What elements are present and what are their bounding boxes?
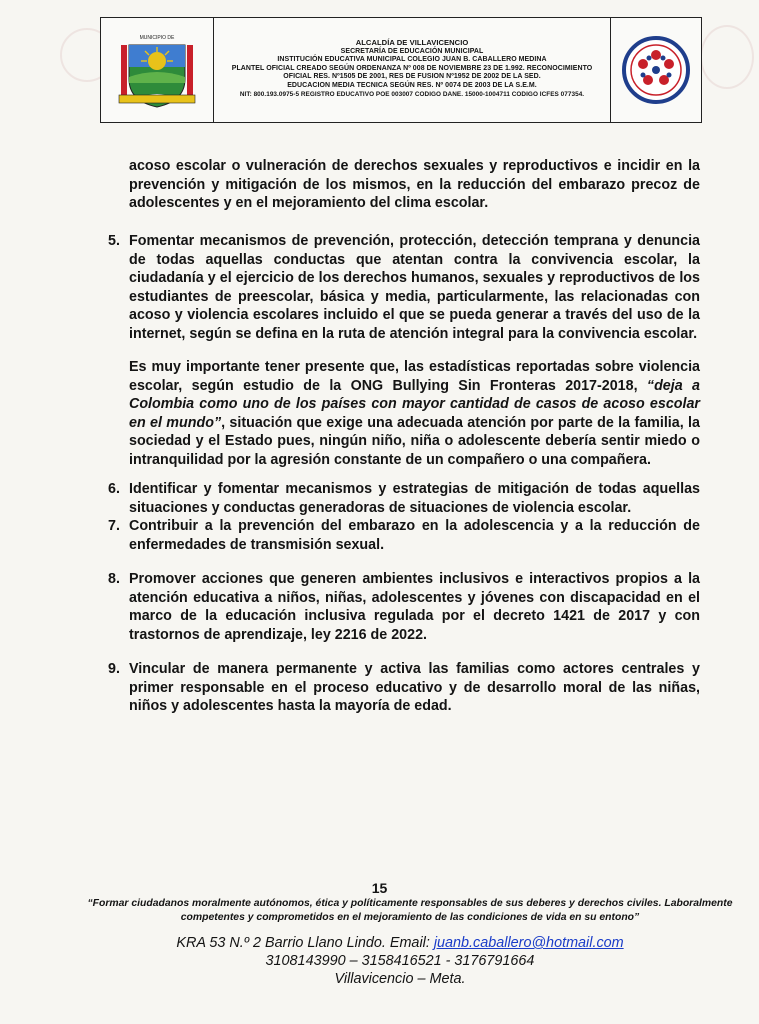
note-quote: “deja a Colombia como uno de los países con mayor cantidad de casos de acoso escolar en el mundo” (129, 377, 700, 431)
school-seal-logo (610, 18, 701, 122)
shield-label: MUNICIPIO DE (139, 35, 175, 41)
continued-paragraph: acoso escolar o vulneración de derechos sexuales y reproductivos e incidir en la prevención y mitigación de los mismos, en la reducción del embarazo precoz de adolescentes y en el mejoramiento del clima escolar. (129, 158, 700, 212)
note-text-start: Es muy importante tener presente que, las estadísticas reportadas sobre violencia escolar, según estudio de la ONG Bullying Sin Fronteras 2017-2018, (129, 359, 700, 394)
list-item-number: 7. (108, 518, 120, 534)
list-item-number: 6. (108, 481, 120, 497)
address-text: KRA 53 N.º 2 Barrio Llano Lindo. Email: (176, 935, 434, 951)
list-item-number: 9. (108, 661, 120, 677)
header-line-2: SECRETARÍA DE EDUCACIÓN MUNICIPAL (340, 47, 484, 55)
list-item-text: Promover acciones que generen ambientes inclusivos e interactivos propios a la atención educativa a niños, niñas, adolescentes y jóvenes con discapacidad en el marco de la educación inclusiva regulada por el decreto 1421 de 2017 y con trastornos de aprendizaje, ley 2216 de 2022. (129, 571, 700, 643)
list-item-8 (108, 570, 700, 644)
phone-numbers: 3108143990 – 3158416521 - 3176791664 (265, 953, 535, 969)
bleed-through-seal-right (700, 25, 754, 89)
list-item-7 (108, 517, 700, 554)
municipality-shield-logo (101, 18, 214, 122)
address-line (0, 935, 759, 951)
institution-motto: “Formar ciudadanos moralmente autónomos, ética y políticamente responsables de sus deberes y derechos civiles. Laboralmente competentes y comprometidos en el mejoramiento de las condiciones de vida en su entono” (87, 898, 733, 923)
header-line-1: ALCALDÍA DE VILLAVICENCIO (355, 38, 469, 47)
school-seal-icon (621, 35, 691, 105)
list-item-text: Identificar y fomentar mecanismos y estrategias de mitigación de todas aquellas situaciones y conductas generadoras de situaciones de violencia escolar. (129, 481, 700, 516)
list-item-text: Fomentar mecanismos de prevención, protección, detección temprana y denuncia de todas aquellas conductas que atentan contra la convivencia escolar, la ciudadanía y el ejercicio de los derechos humanos, sexuales y reproductivos de los estudiantes de preescolar, básica y media, particularmente, las relacionadas con acoso y violencia escolares incluido el que se pueda generar a través del uso de la internet, según se defina en la ruta de atención integral para la convivencia escolar. (129, 233, 700, 342)
header-line-4: PLANTEL OFICIAL CREADO SEGÚN ORDENANZA Nº 008 DE NOVIEMBRE 23 DE 1.992. RECONOCIMIENTO (231, 64, 593, 72)
header-line-7: NIT: 800.193.0975-5 REGISTRO EDUCATIVO POE 003007 CODIGO DANE. 15000-1004711 CODIGO ICFES 077354. (239, 90, 585, 98)
note-text-end: , situación que exige una adecuada atención por parte de la familia, la sociedad y el Estado pues, ningún niño, niña o adolescente debería sentir miedo o intranquilidad por la agresión constante de un compañero o una compañera. (129, 414, 700, 468)
institution-header-text (214, 18, 610, 122)
letterhead (100, 17, 702, 123)
header-line-5: OFICIAL RES. Nº1505 DE 2001, RES DE FUSION Nº1952 DE 2002 DE LA SED. (283, 73, 541, 81)
page-number: 15 (371, 880, 388, 896)
header-line-6: EDUCACION MEDIA TECNICA SEGÚN RES. Nº 0074 DE 2003 DE LA S.E.M. (287, 81, 537, 89)
list-item-5 (108, 232, 700, 344)
municipality-shield-icon (117, 31, 197, 109)
statistics-note (129, 358, 700, 470)
list-item-6 (108, 480, 700, 517)
list-item-text: Vincular de manera permanente y activa las familias como actores centrales y primer responsable en el proceso educativo y de desarrollo moral de las niñas, niños y adolescentes hasta la mayoría de edad. (129, 661, 700, 715)
email-link[interactable]: juanb.caballero@hotmail.com (433, 935, 624, 951)
city-line: Villavicencio – Meta. (334, 971, 466, 987)
list-item-9 (108, 660, 700, 716)
list-item-number: 5. (108, 233, 120, 249)
list-item-number: 8. (108, 571, 120, 587)
list-item-text: Contribuir a la prevención del embarazo en la adolescencia y a la reducción de enfermedades de transmisión sexual. (129, 518, 700, 553)
header-line-3: INSTITUCIÓN EDUCATIVA MUNICIPAL COLEGIO JUAN B. CABALLERO MEDINA (277, 56, 547, 64)
